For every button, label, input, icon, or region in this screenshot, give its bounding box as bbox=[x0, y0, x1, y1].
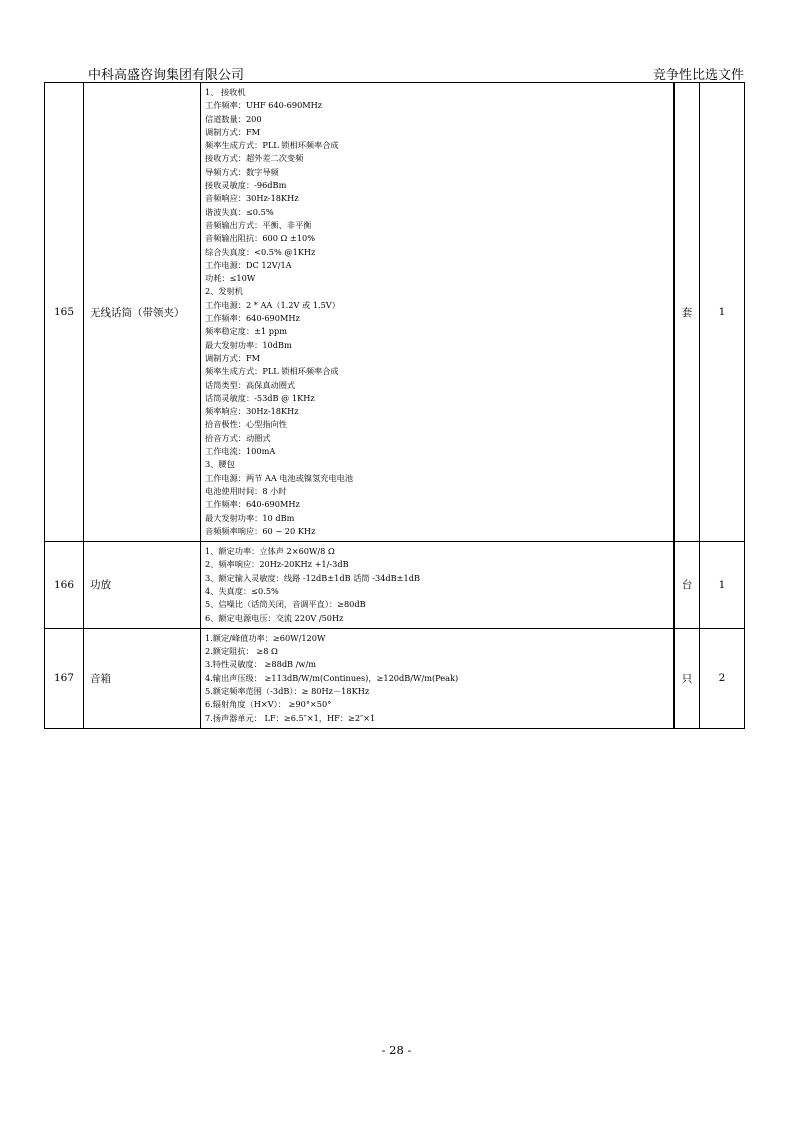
spec-line: 5、信噪比（话筒关闭，音调平直）：≥80dB bbox=[205, 599, 366, 610]
spec-line: 2.额定阻抗： ≥8 Ω bbox=[205, 646, 278, 657]
spec-line: 功耗：≤10W bbox=[205, 273, 256, 284]
table-row bbox=[45, 542, 745, 629]
table-row bbox=[45, 83, 745, 542]
spec-line: 工作电源：DC 12V/1A bbox=[205, 259, 292, 270]
item-specs bbox=[201, 628, 675, 728]
item-number: 166 bbox=[45, 542, 84, 629]
spec-line: 导频方式：数字导频 bbox=[205, 166, 279, 177]
spec-line: 工作频率：640-690MHz bbox=[205, 499, 300, 510]
spec-line: 工作频率：640-690MHz bbox=[205, 313, 300, 324]
page-number: - 28 - bbox=[381, 1043, 412, 1057]
spec-line: 频率生成方式：PLL 锁相环频率合成 bbox=[205, 140, 339, 151]
spec-line: 调制方式：FM bbox=[205, 352, 261, 363]
spec-line: 最大发射功率：10dBm bbox=[205, 339, 292, 350]
spec-line: 最大发射功率：10 dBm bbox=[205, 512, 295, 523]
spec-line: 4.输出声压级： ≥113dB/W/m(Continues)，≥120dB/W/m(Peak) bbox=[205, 672, 459, 683]
spec-line: 1.额定/峰值功率：≥60W/120W bbox=[205, 632, 326, 643]
spec-line: 话筒类型：高保真动圈式 bbox=[205, 379, 296, 390]
item-unit: 套 bbox=[674, 83, 700, 542]
item-number: 165 bbox=[45, 83, 84, 542]
header-company: 中科高盛咨询集团有限公司 bbox=[88, 68, 245, 83]
spec-line: 工作电流：100mA bbox=[205, 446, 276, 457]
spec-line: 电池使用时间：8 小时 bbox=[205, 485, 287, 496]
table-row bbox=[45, 628, 745, 728]
spec-line: 1、 接收机 bbox=[205, 87, 246, 97]
spec-line: 拾音极性：心型指向性 bbox=[205, 419, 287, 430]
spec-line: 3、腰包 bbox=[205, 459, 235, 470]
spec-line: 接收灵敏度：-96dBm bbox=[205, 180, 287, 191]
item-name: 音箱 bbox=[84, 628, 201, 728]
item-quantity: 2 bbox=[700, 628, 745, 728]
item-quantity: 1 bbox=[700, 542, 745, 629]
spec-line: 频率生成方式：PLL 锁相环频率合成 bbox=[205, 366, 339, 377]
spec-line: 调制方式：FM bbox=[205, 126, 261, 137]
spec-line: 5.额定频率范围（-3dB）：≥ 80Hz－18KHz bbox=[205, 686, 370, 697]
spec-line: 2、频率响应：20Hz-20KHz +1/-3dB bbox=[205, 559, 349, 570]
spec-line: 音频频率响应：60 ~ 20 KHz bbox=[205, 525, 316, 536]
item-unit: 台 bbox=[674, 542, 700, 629]
spec-line: 工作频率：UHF 640-690MHz bbox=[205, 100, 323, 111]
spec-line: 音频输出阻抗：600 Ω ±10% bbox=[205, 233, 315, 244]
spec-line: 6、额定电源电压：交流 220V /50Hz bbox=[205, 612, 344, 623]
spec-line: 谐波失真：≤0.5% bbox=[205, 206, 274, 217]
spec-table bbox=[44, 82, 745, 729]
spec-line: 2、发射机 bbox=[205, 286, 243, 297]
item-quantity: 1 bbox=[700, 83, 745, 542]
item-name: 无线话筒（带领夹） bbox=[84, 83, 201, 542]
item-number: 167 bbox=[45, 628, 84, 728]
spec-line: 综合失真度：<0.5% @1KHz bbox=[205, 246, 316, 257]
spec-line: 话筒灵敏度：-53dB @ 1KHz bbox=[205, 392, 315, 403]
spec-line: 频率响应：30Hz-18KHz bbox=[205, 406, 299, 417]
spec-line: 6.辐射角度（H×V）： ≥90°×50° bbox=[205, 699, 332, 710]
spec-line: 接收方式：超外差二次变频 bbox=[205, 153, 304, 164]
item-specs bbox=[201, 83, 675, 542]
spec-line: 信道数量：200 bbox=[205, 113, 262, 124]
item-specs bbox=[201, 542, 675, 629]
spec-line: 音频输出方式：平衡、非平衡 bbox=[205, 219, 312, 230]
spec-line: 拾音方式：动圈式 bbox=[205, 432, 271, 443]
spec-line: 4、失真度：≤0.5% bbox=[205, 585, 279, 596]
header-doc-type: 竞争性比选文件 bbox=[652, 68, 744, 83]
spec-line: 1、额定功率：立体声 2×60W/8 Ω bbox=[205, 546, 335, 557]
spec-line: 音频响应：30Hz-18KHz bbox=[205, 193, 299, 204]
spec-line: 7.扬声器单元： LF：≥6.5″×1，HF：≥2″×1 bbox=[205, 712, 376, 723]
item-name: 功放 bbox=[84, 542, 201, 629]
spec-line: 工作电源：2 * AA（1.2V 或 1.5V） bbox=[205, 299, 340, 310]
spec-line: 频率稳定度：±1 ppm bbox=[205, 326, 288, 337]
spec-line: 3、额定输入灵敏度：线路 -12dB±1dB 话筒 -34dB±1dB bbox=[205, 572, 420, 583]
item-unit: 只 bbox=[674, 628, 700, 728]
spec-line: 3.特性灵敏度： ≥88dB /w/m bbox=[205, 659, 316, 670]
spec-line: 工作电源：两节 AA 电池或镍氢充电电池 bbox=[205, 472, 354, 483]
